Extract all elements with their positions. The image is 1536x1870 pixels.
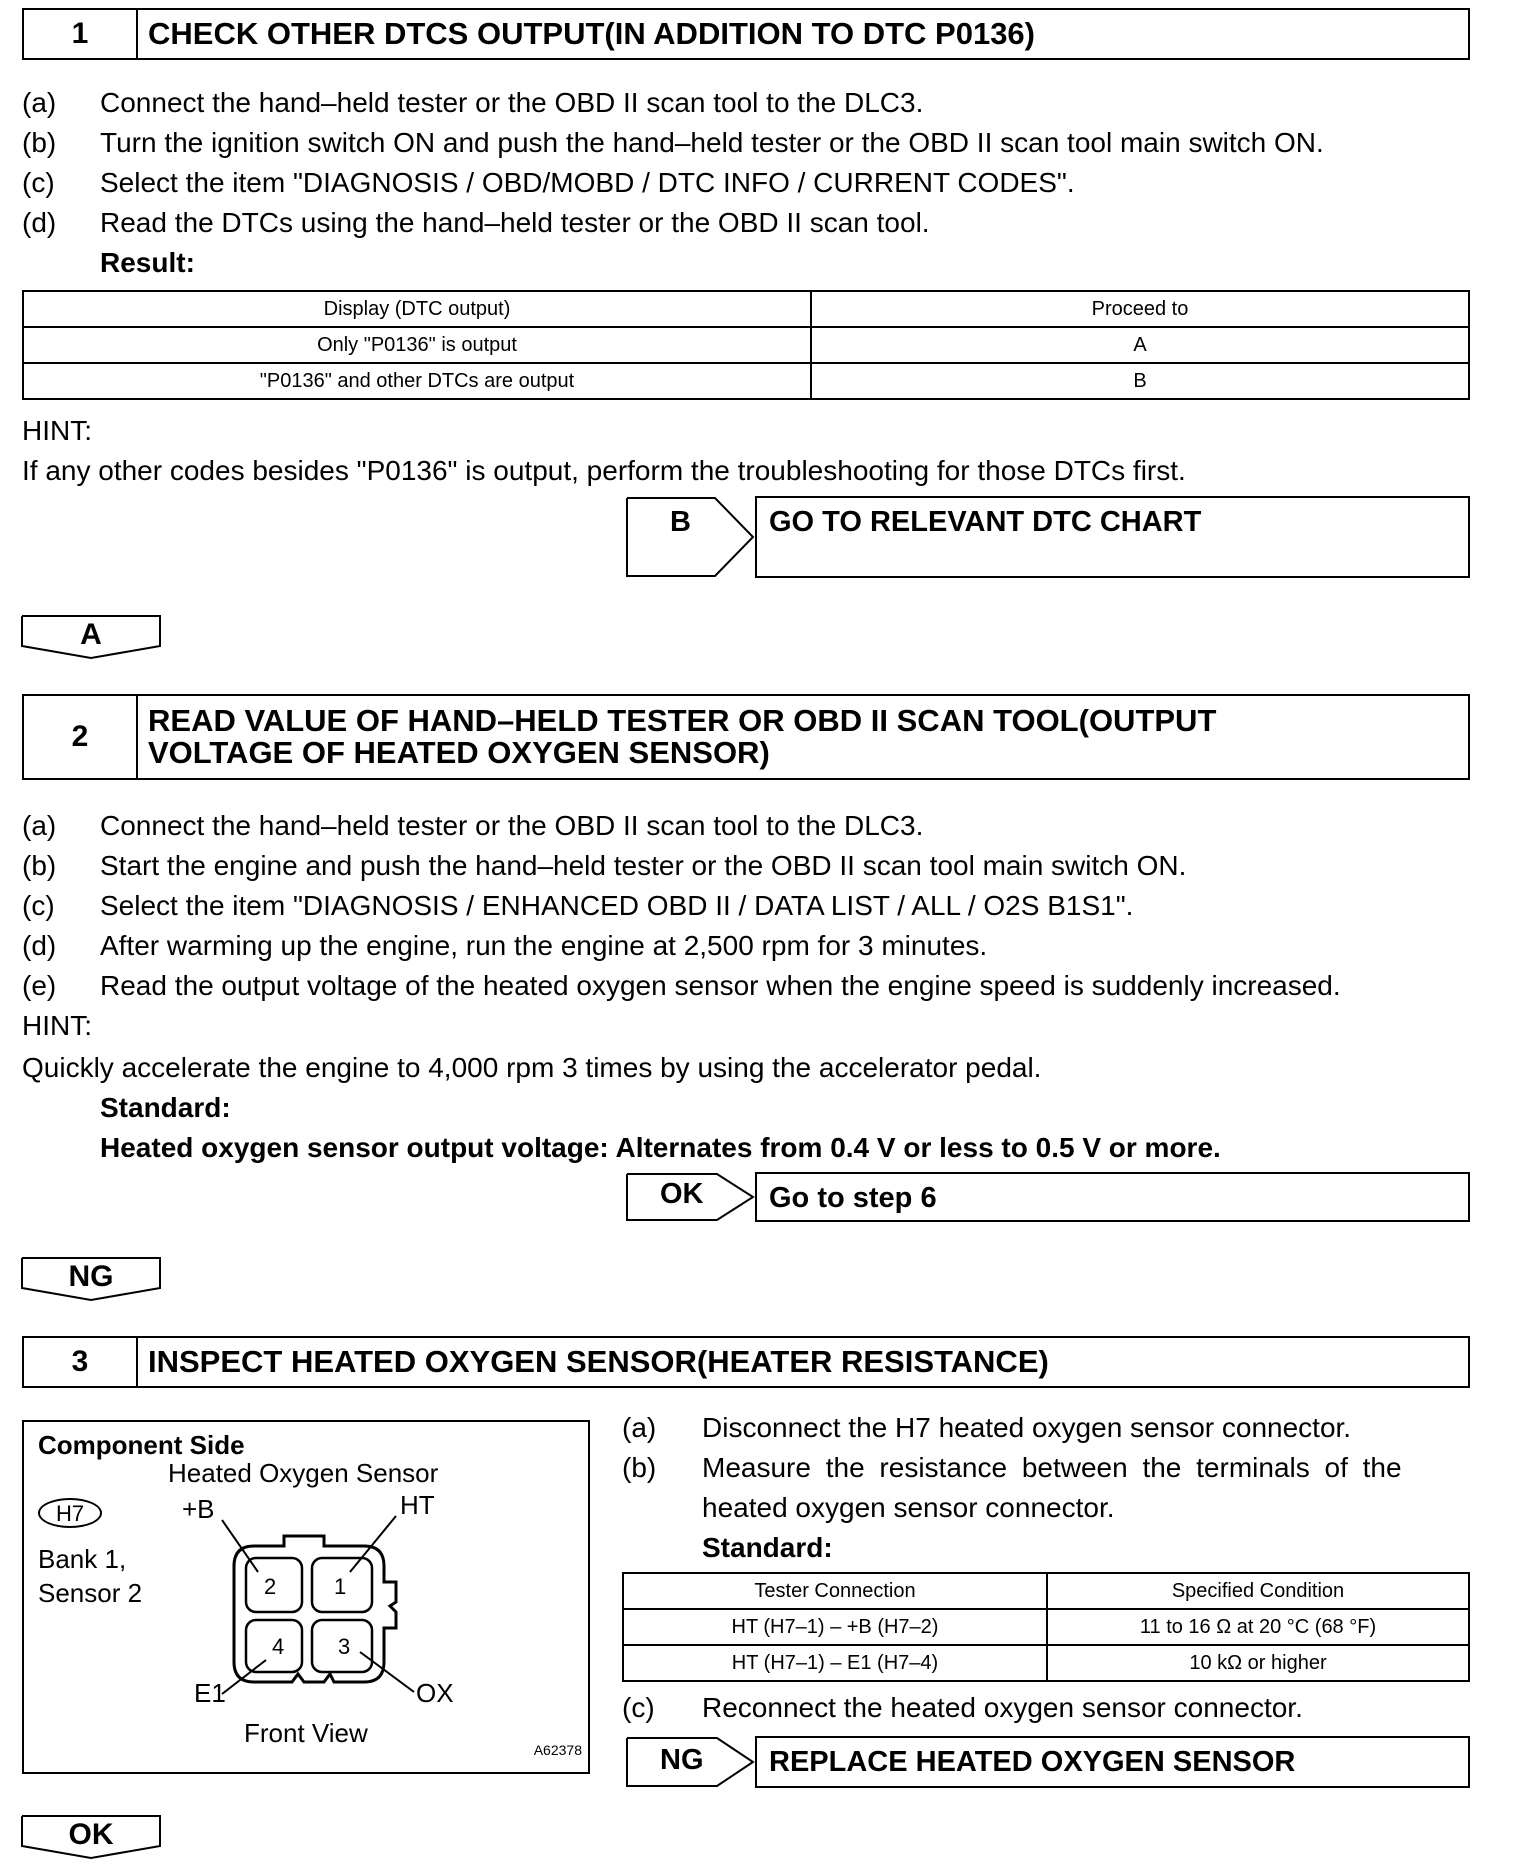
- table-cell: A: [811, 327, 1469, 363]
- hint-label: HINT:: [22, 1010, 92, 1041]
- item-label: (e): [22, 970, 57, 1001]
- item-text: After warming up the engine, run the engine at 2,500 rpm for 3 minutes.: [100, 930, 988, 961]
- standard-label: Standard:: [100, 1092, 231, 1123]
- item-text-continued: heated oxygen sensor connector.: [702, 1492, 1115, 1523]
- sensor-name-label: Heated Oxygen Sensor: [168, 1458, 439, 1488]
- step-1-header: [22, 8, 1470, 60]
- branch-label: OK: [660, 1178, 704, 1210]
- table-row: [623, 1609, 1469, 1645]
- table-cell: HT (H7–1) – E1 (H7–4): [623, 1645, 1047, 1681]
- bank-label: Bank 1,: [38, 1544, 127, 1574]
- figure-id: A62378: [533, 1742, 582, 1758]
- table-header: Specified Condition: [1047, 1573, 1469, 1609]
- item-label: (a): [622, 1412, 657, 1443]
- pin-number: 2: [264, 1574, 277, 1599]
- continue-label: NG: [68, 1260, 114, 1293]
- step-title-line: READ VALUE OF HAND–HELD TESTER OR OBD II SCAN TOOL(OUTPUT: [148, 703, 1217, 738]
- step-title: CHECK OTHER DTCS OUTPUT(IN ADDITION TO DTC P0136): [148, 16, 1035, 51]
- item-label: (d): [22, 930, 57, 961]
- item-label: (c): [622, 1692, 655, 1723]
- item-label: (c): [22, 890, 55, 921]
- branch-label: B: [670, 506, 691, 538]
- pin-number: 3: [338, 1634, 351, 1659]
- item-text: Connect the hand–held tester or the OBD II scan tool to the DLC3.: [100, 87, 924, 118]
- table-header-row: [623, 1573, 1469, 1609]
- component-side-label: Component Side: [38, 1430, 245, 1460]
- pin-number: 4: [272, 1634, 285, 1659]
- standard-text: Heated oxygen sensor output voltage: Alternates from 0.4 V or less to 0.5 V or more.: [100, 1132, 1221, 1163]
- step-title: [138, 696, 1468, 778]
- table-header: Tester Connection: [623, 1573, 1047, 1609]
- continue-label: A: [80, 618, 102, 651]
- table-cell: 10 kΩ or higher: [1047, 1645, 1469, 1681]
- step-number: 2: [24, 696, 138, 778]
- hint-text: If any other codes besides "P0136" is output, perform the troubleshooting for those DTCs first.: [22, 455, 1186, 486]
- item-label: (b): [22, 127, 57, 158]
- table-row: [623, 1645, 1469, 1681]
- branch-label: NG: [660, 1744, 704, 1776]
- continue-label: OK: [68, 1818, 114, 1851]
- item-text: Measure the resistance between the terminals of the: [702, 1452, 1402, 1483]
- pin-ht-label: HT: [400, 1490, 435, 1520]
- result-table: [22, 290, 1470, 400]
- table-header: Display (DTC output): [23, 291, 811, 327]
- connector-code-label: [38, 1498, 102, 1528]
- table-row: [23, 327, 1469, 363]
- table-cell: Only "P0136" is output: [23, 327, 811, 363]
- item-text: Read the DTCs using the hand–held tester or the OBD II scan tool.: [100, 207, 930, 238]
- pin-e1-label: E1: [194, 1678, 226, 1708]
- view-label: Front View: [244, 1718, 368, 1748]
- item-text: Disconnect the H7 heated oxygen sensor connector.: [702, 1412, 1352, 1443]
- step-2-header: [22, 694, 1470, 780]
- connector-code: H7: [55, 1501, 85, 1526]
- table-row: [23, 363, 1469, 399]
- item-text: Turn the ignition switch ON and push the hand–held tester or the OBD II scan tool main switch ON.: [100, 127, 1324, 158]
- item-label: (b): [622, 1452, 657, 1483]
- pin-plus-b-label: +B: [182, 1494, 215, 1524]
- step-title-line: VOLTAGE OF HEATED OXYGEN SENSOR): [148, 735, 770, 770]
- connector-figure: [22, 1420, 590, 1774]
- table-cell: "P0136" and other DTCs are output: [23, 363, 811, 399]
- sensor-number-label: Sensor 2: [38, 1578, 143, 1608]
- item-text: Start the engine and push the hand–held tester or the OBD II scan tool main switch ON.: [100, 850, 1187, 881]
- step-number: 1: [24, 10, 138, 58]
- item-label: (b): [22, 850, 57, 881]
- item-text: Connect the hand–held tester or the OBD II scan tool to the DLC3.: [100, 810, 924, 841]
- branch-action: REPLACE HEATED OXYGEN SENSOR: [755, 1736, 1470, 1788]
- hint-label: HINT:: [22, 415, 92, 446]
- resistance-table: [622, 1572, 1470, 1682]
- table-cell: B: [811, 363, 1469, 399]
- pin-ox-label: OX: [416, 1678, 454, 1708]
- branch-action: GO TO RELEVANT DTC CHART: [755, 496, 1470, 578]
- item-text: Reconnect the heated oxygen sensor connector.: [702, 1692, 1303, 1723]
- standard-label: Standard:: [702, 1532, 833, 1563]
- result-label: Result:: [100, 247, 195, 278]
- item-text: Select the item "DIAGNOSIS / ENHANCED OBD II / DATA LIST / ALL / O2S B1S1".: [100, 890, 1134, 921]
- item-text: Read the output voltage of the heated oxygen sensor when the engine speed is suddenly increased.: [100, 970, 1341, 1001]
- table-cell: 11 to 16 Ω at 20 °C (68 °F): [1047, 1609, 1469, 1645]
- connector-diagram-icon: [214, 1502, 424, 1712]
- item-label: (a): [22, 87, 57, 118]
- step-number: 3: [24, 1338, 138, 1386]
- pin-number: 1: [334, 1574, 347, 1599]
- table-cell: HT (H7–1) – +B (H7–2): [623, 1609, 1047, 1645]
- item-label: (d): [22, 207, 57, 238]
- table-header: Proceed to: [811, 291, 1469, 327]
- item-label: (a): [22, 810, 57, 841]
- item-label: (c): [22, 167, 55, 198]
- step-title: INSPECT HEATED OXYGEN SENSOR(HEATER RESISTANCE): [148, 1344, 1049, 1379]
- hint-text: Quickly accelerate the engine to 4,000 rpm 3 times by using the accelerator pedal.: [22, 1052, 1042, 1083]
- table-header-row: [23, 291, 1469, 327]
- step-3-header: [22, 1336, 1470, 1388]
- item-text: Select the item "DIAGNOSIS / OBD/MOBD / DTC INFO / CURRENT CODES".: [100, 167, 1075, 198]
- branch-action: Go to step 6: [755, 1172, 1470, 1222]
